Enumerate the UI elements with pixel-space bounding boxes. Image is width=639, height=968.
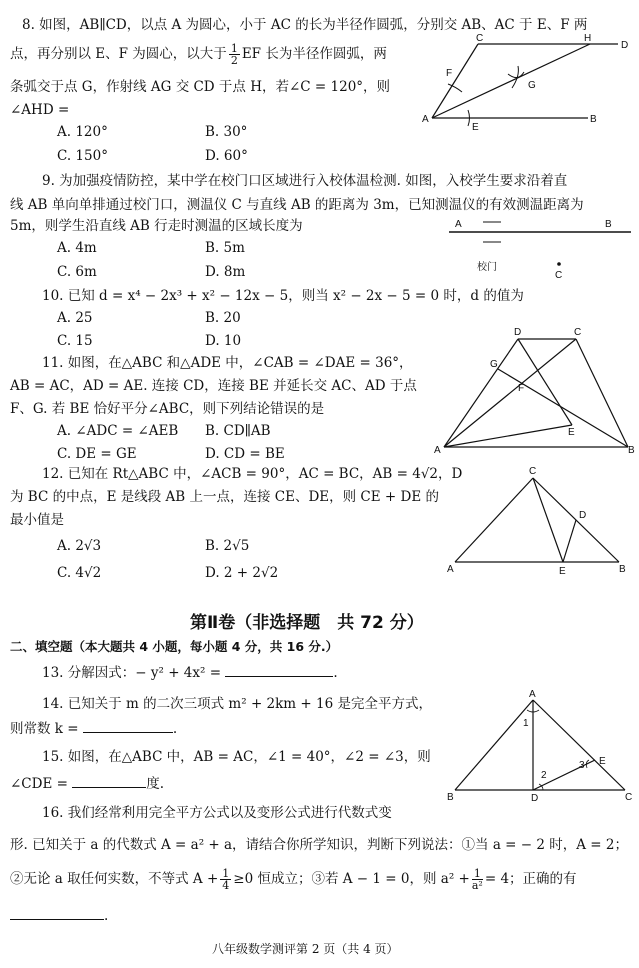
q12-option-a: A. 2√3 bbox=[57, 538, 102, 554]
label-b: B bbox=[628, 445, 635, 456]
q16-quarter-fraction bbox=[220, 868, 231, 891]
q8-line2-end: EF 长为半径作圆弧，两 bbox=[241, 46, 387, 62]
q9-option-b: B. 5m bbox=[205, 240, 245, 256]
label-f: F bbox=[518, 383, 525, 394]
q15-answer-blank[interactable] bbox=[72, 787, 146, 788]
q8-option-b: B. 30° bbox=[205, 124, 248, 140]
q8-line4: ∠AHD = bbox=[10, 102, 70, 118]
q16-line2: 形. 已知关于 a 的代数式 A = a² + a，请结合你所学知识，判断下列说法：①当 a = − 2 时，A = 2； bbox=[10, 837, 628, 853]
q12-figure bbox=[445, 462, 630, 581]
angle-2-label: 2 bbox=[541, 770, 547, 781]
q14-answer-blank[interactable] bbox=[83, 732, 173, 733]
label-d: D bbox=[621, 40, 629, 51]
label-f: F bbox=[446, 68, 453, 79]
q9-line3: 5m，则学生沿直线 AB 行走时测温的区域长度为 bbox=[10, 218, 303, 234]
q11-option-d: D. CD = BE bbox=[205, 446, 285, 462]
frac-numerator: 1 bbox=[230, 42, 238, 55]
q8-figure bbox=[420, 32, 630, 136]
label-e: E bbox=[472, 122, 479, 133]
q9-option-d: D. 8m bbox=[205, 264, 246, 280]
q12-line2: 为 BC 的中点，E 是线段 AB 上一点，连接 CE、DE，则 CE + DE 的 bbox=[10, 489, 439, 505]
label-a: A bbox=[422, 114, 429, 125]
label-d: D bbox=[514, 327, 522, 338]
q14-end: . bbox=[172, 721, 178, 737]
q8-line2-start: 点，再分别以 E、F 为圆心，以大于 bbox=[10, 46, 227, 62]
q16-answer-blank[interactable] bbox=[10, 919, 104, 920]
frac-numerator: 1 bbox=[222, 867, 230, 880]
label-a: A bbox=[447, 564, 454, 575]
q10-line1: 10. 已知 d = x⁴ − 2x³ + x² − 12x − 5，则当 x² − 2x − 5 = 0 时，d 的值为 bbox=[42, 288, 524, 304]
q8-line3: 条弧交于点 G，作射线 AG 交 CD 于点 H，若∠C = 120°，则 bbox=[10, 79, 391, 95]
frac-denominator: 4 bbox=[222, 879, 230, 892]
q11-line1: 11. 如图，在△ABC 和△ADE 中，∠CAB = ∠DAE = 36°， bbox=[42, 355, 413, 371]
q15-end: 度. bbox=[146, 776, 165, 792]
q12-option-b: B. 2√5 bbox=[205, 538, 250, 554]
q15-figure bbox=[445, 688, 635, 807]
q16-line3 bbox=[10, 868, 577, 891]
q10-option-d: D. 10 bbox=[205, 333, 242, 349]
q16-line1: 16. 我们经常利用完全平方公式以及变形公式进行代数式变 bbox=[42, 805, 392, 821]
label-c: C bbox=[555, 270, 563, 281]
q11-option-c: C. DE = GE bbox=[57, 446, 137, 462]
q8-option-a: A. 120° bbox=[57, 124, 108, 140]
q10-option-b: B. 20 bbox=[205, 310, 241, 326]
q11-figure bbox=[432, 325, 635, 459]
angle-1-label: 1 bbox=[523, 718, 529, 729]
q8-half-fraction bbox=[229, 43, 240, 66]
label-a: A bbox=[434, 445, 441, 456]
label-gate: 校门 bbox=[477, 262, 497, 273]
q13-end: . bbox=[333, 665, 338, 681]
label-g: G bbox=[490, 359, 498, 370]
frac-denominator: 2 bbox=[230, 54, 238, 67]
label-c: C bbox=[625, 792, 633, 803]
label-d: D bbox=[531, 793, 539, 804]
q9-figure bbox=[445, 212, 635, 286]
angle-3-label: 3 bbox=[579, 760, 585, 771]
q16-line3-end: = 4；正确的有 bbox=[484, 871, 577, 887]
label-c: C bbox=[574, 327, 582, 338]
q13-answer-blank[interactable] bbox=[225, 676, 333, 677]
label-c: C bbox=[476, 33, 484, 44]
q15-line1: 15. 如图，在△ABC 中，AB = AC，∠1 = 40°，∠2 = ∠3，则 bbox=[42, 749, 431, 765]
label-d: D bbox=[579, 510, 587, 521]
q16-line4 bbox=[10, 905, 108, 928]
q15-line2-start: ∠CDE = bbox=[10, 776, 68, 792]
q12-line3: 最小值是 bbox=[10, 512, 64, 528]
label-h: H bbox=[584, 33, 592, 44]
q16-line3-start: ②无论 a 取任何实数，不等式 A + bbox=[10, 871, 219, 887]
q11-line3: F、G. 若 BE 恰好平分∠ABC，则下列结论错误的是 bbox=[10, 401, 325, 417]
q12-line1: 12. 已知在 Rt△ABC 中，∠ACB = 90°，AC = BC，AB = 4√2，D bbox=[42, 466, 463, 482]
label-c: C bbox=[529, 466, 537, 477]
q15-line2 bbox=[10, 773, 164, 796]
q11-option-b: B. CD∥AB bbox=[205, 423, 271, 439]
q9-option-c: C. 6m bbox=[57, 264, 97, 280]
q14-line2-start: 则常数 k = bbox=[10, 721, 79, 737]
q10-option-a: A. 25 bbox=[57, 310, 93, 326]
label-b: B bbox=[447, 792, 454, 803]
frac-denominator: a² bbox=[471, 879, 483, 892]
q8-option-d: D. 60° bbox=[205, 148, 248, 164]
part2-title: 第Ⅱ卷（非选择题 共 72 分） bbox=[190, 613, 424, 633]
label-e: E bbox=[568, 427, 575, 438]
q13-text: 13. 分解因式：− y² + 4x² = bbox=[42, 665, 222, 681]
q9-line2: 线 AB 单向单排通过校门口，测温仪 C 与直线 AB 的距离为 3m，已知测温仪的有效测温距离为 bbox=[10, 197, 584, 213]
q13-line bbox=[42, 662, 338, 685]
label-e: E bbox=[599, 756, 606, 767]
label-b: B bbox=[605, 219, 612, 230]
q10-option-c: C. 15 bbox=[57, 333, 93, 349]
q12-option-d: D. 2 + 2√2 bbox=[205, 565, 279, 581]
q14-line2 bbox=[10, 718, 177, 741]
frac-numerator: 1 bbox=[473, 867, 481, 880]
q16-reciprocal-fraction bbox=[472, 868, 483, 891]
label-a: A bbox=[455, 219, 462, 230]
label-e: E bbox=[559, 566, 566, 577]
q9-line1: 9. 为加强疫情防控，某中学在校门口区域进行入校体温检测. 如图，入校学生要求沿着直 bbox=[42, 173, 568, 189]
q11-option-a: A. ∠ADC = ∠AEB bbox=[57, 423, 179, 439]
q12-option-c: C. 4√2 bbox=[57, 565, 102, 581]
q8-line1: 8. 如图，AB∥CD，以点 A 为圆心，小于 AC 的长为半径作圆弧，分别交 AB、AC 于 E、F 两 bbox=[22, 17, 588, 33]
q8-line2 bbox=[10, 43, 387, 66]
label-b: B bbox=[590, 114, 597, 125]
q8-option-c: C. 150° bbox=[57, 148, 108, 164]
q11-line2: AB = AC，AD = AE. 连接 CD，连接 BE 并延长交 AC、AD 于点 bbox=[10, 378, 417, 394]
label-a: A bbox=[529, 689, 536, 700]
q16-end: . bbox=[104, 908, 109, 924]
q16-line3-mid: ≥0 恒成立；③若 A − 1 = 0，则 a² + bbox=[233, 871, 470, 887]
q9-option-a: A. 4m bbox=[57, 240, 97, 256]
q14-line1: 14. 已知关于 m 的二次三项式 m² + 2km + 16 是完全平方式， bbox=[42, 696, 432, 712]
page-footer: 八年级数学测评第 2 页（共 4 页） bbox=[212, 942, 399, 956]
label-b: B bbox=[619, 564, 626, 575]
section-fill-blank: 二、填空题（本大题共 4 小题，每小题 4 分，共 16 分.） bbox=[10, 639, 339, 654]
label-g: G bbox=[528, 80, 536, 91]
